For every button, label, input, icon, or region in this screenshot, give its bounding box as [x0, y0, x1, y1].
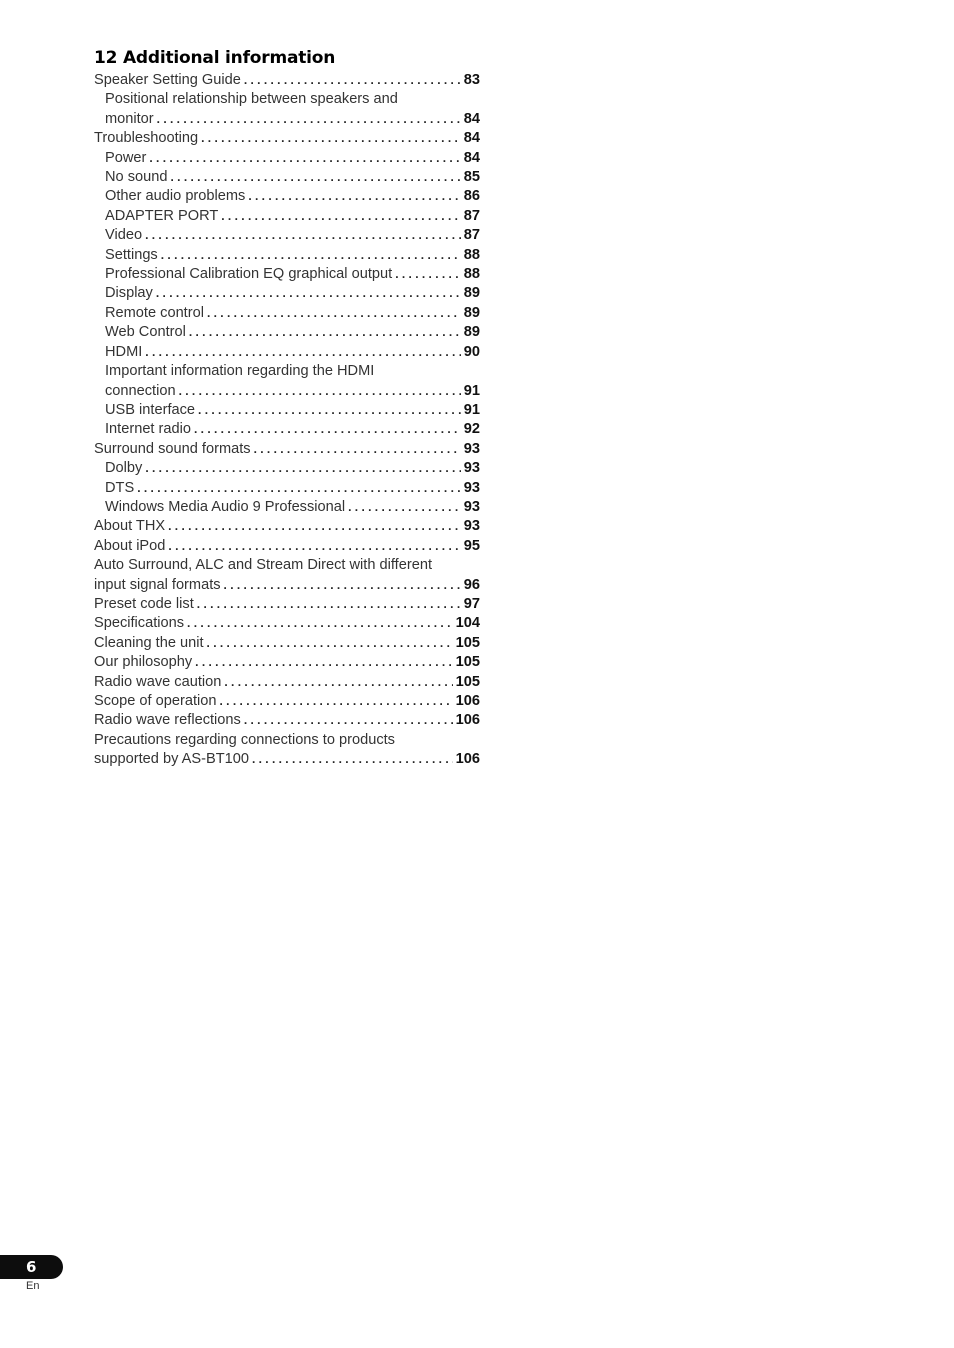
toc-entry[interactable] [94, 673, 480, 692]
toc-entry-label: supported by AS-BT100 [94, 750, 252, 769]
toc-entries [94, 71, 480, 770]
toc-entry-row [94, 634, 480, 653]
toc-entry[interactable] [94, 246, 480, 265]
toc-entry-row [105, 226, 480, 245]
dot-leader [197, 595, 461, 614]
toc-entry[interactable] [94, 595, 480, 614]
toc-entry-page-number: 86 [463, 188, 480, 205]
toc-entry[interactable] [94, 614, 480, 633]
toc-entry-row [94, 576, 480, 595]
toc-entry-label: Scope of operation [94, 692, 220, 711]
toc-entry-page-number: 87 [463, 227, 480, 244]
toc-entry-page-number: 91 [463, 401, 480, 418]
toc-entry-label: monitor [105, 110, 157, 129]
toc-entry-label: Other audio problems [105, 187, 248, 206]
dot-leader [161, 246, 461, 265]
toc-entry[interactable] [94, 459, 480, 478]
toc-entry-label-line1: Precautions regarding connections to products [94, 731, 395, 748]
toc-entry-page-number: 89 [463, 285, 480, 302]
toc-entry-page-number: 91 [463, 382, 480, 399]
toc-entry-label: Speaker Setting Guide [94, 71, 244, 90]
toc-entry-label: Windows Media Audio 9 Professional [105, 498, 348, 517]
toc-entry-row [94, 673, 480, 692]
toc-entry-label-line1: Auto Surround, ALC and Stream Direct with different [94, 557, 432, 574]
toc-entry-row [94, 614, 480, 633]
dot-leader [187, 614, 453, 633]
toc-entry-label: Specifications [94, 614, 187, 633]
toc-entry-label: Cleaning the unit [94, 634, 207, 653]
toc-entry-row [105, 323, 480, 342]
toc-entry-row [94, 750, 480, 769]
toc-entry[interactable] [94, 440, 480, 459]
dot-leader [195, 653, 452, 672]
toc-entry-row [105, 149, 480, 168]
dot-leader [189, 323, 461, 342]
dot-leader [395, 265, 461, 284]
toc-entry-row [105, 343, 480, 362]
dot-leader [156, 284, 461, 303]
toc-entry-page-number: 96 [463, 576, 480, 593]
toc-entry-page-number: 95 [463, 537, 480, 554]
toc-entry-row [94, 71, 480, 90]
toc-entry-label: Surround sound formats [94, 440, 254, 459]
toc-entry-page-number: 106 [455, 693, 480, 709]
dot-leader [198, 401, 461, 420]
toc-entry-row [105, 110, 480, 129]
language-code: En [26, 1280, 40, 1292]
toc-entry-row [105, 459, 480, 478]
toc-entry-row [105, 246, 480, 265]
toc-entry-label: DTS [105, 479, 137, 498]
dot-leader [252, 750, 453, 769]
toc-entry[interactable] [94, 187, 480, 206]
toc-entry[interactable] [94, 71, 480, 90]
dot-leader [168, 517, 461, 536]
toc-entry-page-number: 105 [455, 634, 480, 651]
toc-entry-page-number: 84 [463, 130, 480, 147]
dot-leader [220, 692, 453, 711]
toc-entry-row [94, 537, 480, 556]
toc-entry-label-line1: Positional relationship between speakers and [105, 91, 398, 108]
dot-leader [137, 479, 461, 498]
toc-entry[interactable] [94, 692, 480, 711]
page-number-badge: 6 [0, 1255, 63, 1279]
toc-entry-label: Display [105, 284, 156, 303]
toc-entry-row [105, 265, 480, 284]
toc-entry-label: Video [105, 226, 145, 245]
dot-leader [145, 226, 461, 245]
toc-entry-label: input signal formats [94, 576, 224, 595]
toc-entry-label: Preset code list [94, 595, 197, 614]
toc-entry-row [105, 284, 480, 303]
toc-entry-row [94, 595, 480, 614]
toc-entry[interactable] [94, 304, 480, 323]
toc-entry[interactable] [94, 711, 480, 730]
toc-entry-row [105, 207, 480, 226]
toc-entry-page-number: 106 [455, 712, 480, 729]
toc-entry-row [105, 382, 480, 401]
toc-entry-page-number: 104 [455, 615, 480, 632]
toc-entry-row [105, 401, 480, 420]
dot-leader [244, 71, 461, 90]
toc-entry-label: About iPod [94, 537, 168, 556]
dot-leader [179, 382, 461, 401]
toc-entry-row [94, 129, 480, 148]
dot-leader [157, 110, 461, 129]
dot-leader [207, 634, 453, 653]
toc-entry-row [105, 304, 480, 323]
toc-entry-page-number: 89 [463, 324, 480, 341]
toc-entry[interactable] [94, 653, 480, 672]
toc-entry-page-number: 87 [463, 207, 480, 224]
toc-entry[interactable] [94, 420, 480, 439]
toc-entry-page-number: 93 [463, 460, 480, 477]
toc-entry-page-number: 90 [463, 343, 480, 360]
dot-leader [145, 459, 460, 478]
toc-entry-label: Professional Calibration EQ graphical output [105, 265, 395, 284]
toc-entry[interactable] [94, 323, 480, 342]
toc-entry-page-number: 93 [463, 498, 480, 515]
toc-entry-row [105, 479, 480, 498]
toc-entry-row [105, 187, 480, 206]
toc-entry-label: Remote control [105, 304, 207, 323]
toc-entry[interactable] [94, 556, 480, 595]
toc-entry-page-number: 106 [455, 751, 480, 768]
dot-leader [201, 129, 461, 148]
toc-entry[interactable] [94, 149, 480, 168]
dot-leader [221, 207, 461, 226]
toc-entry[interactable] [94, 537, 480, 556]
toc-entry-page-number: 84 [463, 110, 480, 127]
toc-entry-label: About THX [94, 517, 168, 536]
toc-entry[interactable] [94, 362, 480, 401]
toc-entry[interactable] [94, 479, 480, 498]
toc-entry-label: Radio wave reflections [94, 711, 244, 730]
dot-leader [348, 498, 461, 517]
toc-entry-page-number: 92 [463, 421, 480, 438]
toc-entry-page-number: 85 [463, 169, 480, 186]
toc-entry[interactable] [94, 401, 480, 420]
toc-entry[interactable] [94, 343, 480, 362]
dot-leader [149, 149, 460, 168]
toc-entry-row [94, 517, 480, 536]
toc-entry[interactable] [94, 731, 480, 770]
toc-entry[interactable] [94, 90, 480, 129]
toc-entry-row [94, 440, 480, 459]
toc-entry-label: Troubleshooting [94, 129, 201, 148]
toc-entry-label: Radio wave caution [94, 673, 224, 692]
toc-entry-label: Power [105, 149, 149, 168]
toc-entry-row [105, 168, 480, 187]
toc-entry-page-number: 93 [463, 518, 480, 535]
dot-leader [248, 187, 460, 206]
toc-entry-label: Our philosophy [94, 653, 195, 672]
dot-leader [207, 304, 461, 323]
toc-entry[interactable] [94, 498, 480, 517]
toc-entry-label: ADAPTER PORT [105, 207, 221, 226]
dot-leader [194, 420, 461, 439]
toc-entry-row [94, 711, 480, 730]
table-of-contents [94, 47, 480, 770]
toc-entry-label: connection [105, 382, 179, 401]
toc-entry[interactable] [94, 634, 480, 653]
dot-leader [168, 537, 460, 556]
toc-entry-label: Dolby [105, 459, 145, 478]
toc-entry-page-number: 93 [463, 440, 480, 457]
dot-leader [170, 168, 460, 187]
toc-entry-label: USB interface [105, 401, 198, 420]
toc-entry[interactable] [94, 517, 480, 536]
toc-entry-label-line1: Important information regarding the HDMI [105, 363, 375, 380]
toc-entry-page-number: 88 [463, 246, 480, 263]
toc-entry-row [94, 692, 480, 711]
toc-entry[interactable] [94, 226, 480, 245]
toc-entry-row [105, 498, 480, 517]
dot-leader [254, 440, 461, 459]
dot-leader [224, 576, 461, 595]
toc-entry-page-number: 84 [463, 149, 480, 166]
toc-entry[interactable] [94, 207, 480, 226]
toc-entry-label: Web Control [105, 323, 189, 342]
toc-entry-page-number: 93 [463, 479, 480, 496]
toc-entry-label: Internet radio [105, 420, 194, 439]
toc-entry-page-number: 105 [455, 654, 480, 671]
toc-entry-page-number: 89 [463, 304, 480, 321]
toc-entry-row [94, 653, 480, 672]
toc-entry-label: HDMI [105, 343, 145, 362]
toc-entry-page-number: 105 [455, 673, 480, 690]
toc-entry-page-number: 88 [463, 266, 480, 283]
dot-leader [224, 673, 452, 692]
toc-entry[interactable] [94, 168, 480, 187]
toc-entry-label: No sound [105, 168, 170, 187]
dot-leader [145, 343, 460, 362]
toc-entry-row [105, 420, 480, 439]
section-title: 12 Additional information [94, 48, 336, 68]
toc-entry[interactable] [94, 284, 480, 303]
dot-leader [244, 711, 453, 730]
toc-entry-page-number: 83 [463, 72, 480, 88]
toc-entry[interactable] [94, 129, 480, 148]
toc-entry[interactable] [94, 265, 480, 284]
toc-entry-label: Settings [105, 246, 161, 265]
toc-entry-page-number: 97 [463, 595, 480, 612]
